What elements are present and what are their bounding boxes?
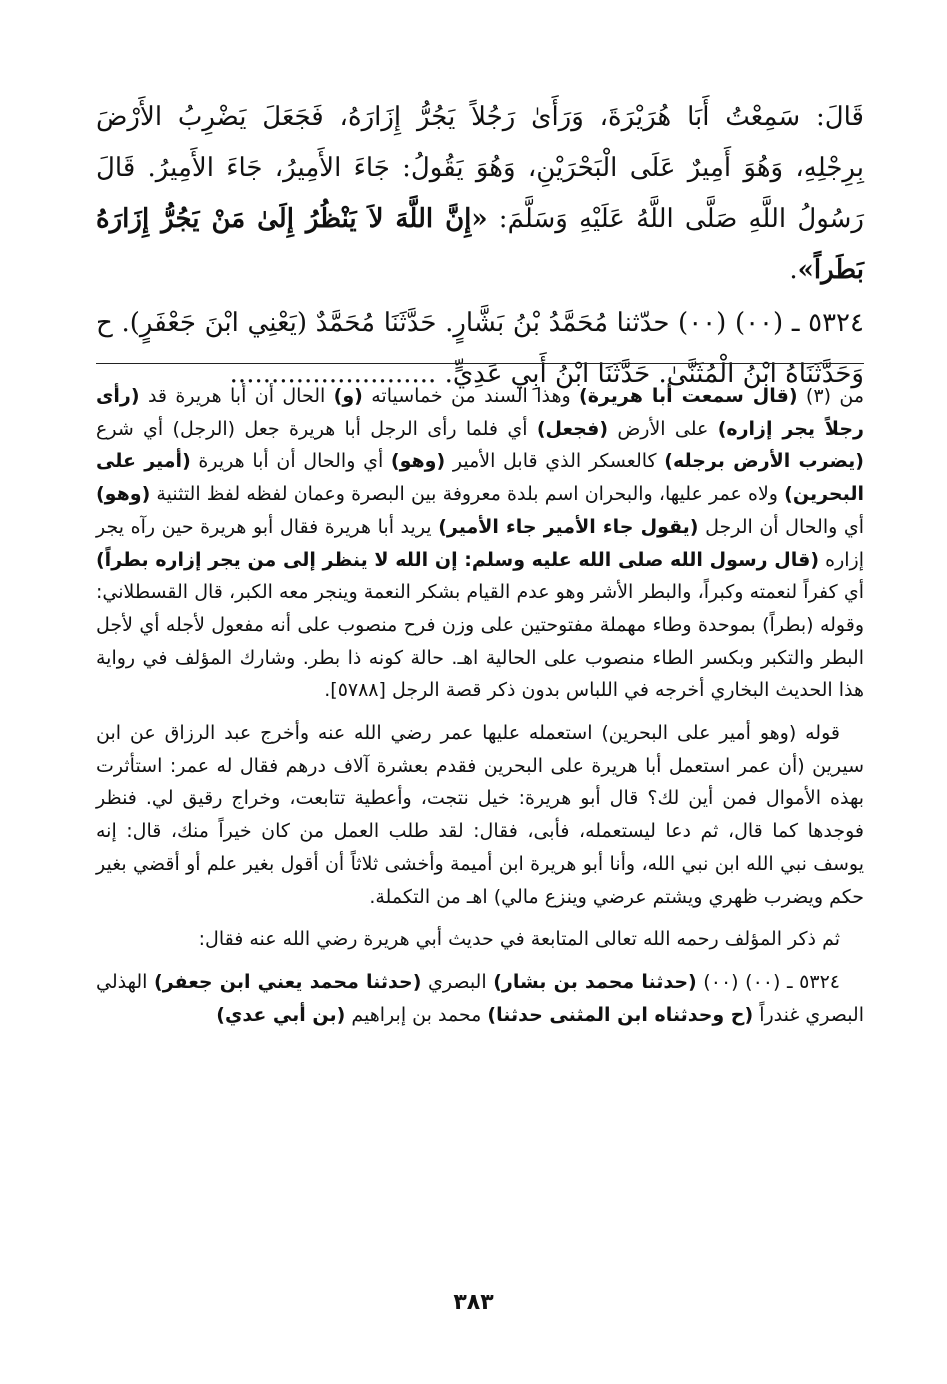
commentary-text: الحال أن أبا هريرة قد bbox=[139, 385, 334, 407]
quoted-matn: (يضرب الأرض برجله) bbox=[664, 450, 864, 473]
commentary-paragraph-1 bbox=[96, 380, 864, 707]
commentary-text: أي والحال أن أبا هريرة bbox=[190, 450, 391, 473]
quoted-matn: (حدثنا محمد يعني ابن جعفر) bbox=[154, 970, 422, 993]
hadith-paragraph-1 bbox=[96, 92, 864, 296]
quoted-matn: (و) bbox=[333, 385, 363, 407]
commentary-text: ٥٣٢٤ ـ (٠٠) (٠٠) bbox=[696, 970, 840, 993]
quoted-matn: (بن أبي عدي) bbox=[216, 1003, 346, 1026]
quoted-matn: (قال رسول الله صلى الله عليه وسلم: إن الله لا ينظر إلى من يجر إزاره بطراً) bbox=[96, 548, 820, 571]
commentary-text: أي فلما رأى الرجل أبا هريرة جعل (الرجل) أي شرع bbox=[96, 417, 537, 440]
commentary-text: البصري bbox=[421, 970, 494, 993]
isnad-text: ٥٣٢٤ ـ (٠٠) (٠٠) حدّثنا مُحَمَّدُ بْنُ بَشَّارٍ. حَدَّثَنَا مُحَمَّدٌ (يَعْنِي ابْنَ جَعْفَرٍ). ح وَحَدَّثَنَاهُ ابْنُ الْمُثَنَّىٰ. حَدَّثَنَا ابْنُ أَبِي عَدِيٍّ. bbox=[96, 308, 864, 389]
quoted-matn: (ح وحدثناه ابن المثنى حدثنا) bbox=[487, 1003, 754, 1026]
hadith-text: قَالَ: سَمِعْتُ أَبَا هُرَيْرَةَ، وَرَأَىٰ رَجُلاً يَجُرُّ إِزَارَهُ، فَجَعَلَ يَضْرِبُ الأَرْضَ بِرِجْلِهِ، وَهُوَ أَمِيرٌ عَلَى الْبَحْرَيْنِ، وَهُوَ يَقُولُ: جَاءَ الأَمِيرُ، جَاءَ الأَمِيرُ. قَالَ رَسُولُ اللَّهِ صَلَّى اللَّهُ عَلَيْهِ وَسَلَّمَ: bbox=[96, 102, 864, 234]
quoted-matn: (حدثنا محمد بن بشار) bbox=[493, 970, 697, 993]
prophetic-saying: «إِنَّ اللَّهَ لاَ يَنْظُرُ إِلَىٰ مَنْ يَجُرُّ إِزَارَهُ بَطَراً» bbox=[96, 204, 864, 285]
quoted-matn: (وهو) bbox=[96, 483, 151, 506]
commentary-block bbox=[96, 380, 864, 1031]
commentary-text: كالعسكر الذي قابل الأمير bbox=[445, 450, 665, 473]
commentary-text: وهذا السند من خماسياته bbox=[362, 385, 580, 407]
commentary-text: من (٣) bbox=[797, 385, 864, 407]
quoted-matn: (فجعل) bbox=[536, 417, 608, 440]
commentary-text: ولاه عمر عليها، والبحران اسم بلدة معروفة بين البصرة وعمان لفظه لفظ التثنية bbox=[150, 483, 785, 506]
continuation-dots: ......................... bbox=[229, 359, 437, 389]
commentary-paragraph-3: ثم ذكر المؤلف رحمه الله تعالى المتابعة في حديث أبي هريرة رضي الله عنه فقال: bbox=[198, 928, 840, 951]
commentary-paragraph-2: قوله (وهو أمير على البحرين) استعمله عليها عمر رضي الله عنه وأخرج عبد الرزاق عن ابن سيرين (أن عمر استعمل أبا هريرة على البحرين فقدم بعشرة آلاف درهم فقال له عمر: استأثرت بهذه الأموال فمن أين لك؟ قال أبو هريرة: خيل نتجت، وأعطية تتابعت، وخراج رقيق لي. فنظر فوجدها كما قال، ثم دعا ليستعمله، فأبى، فقال: لقد طلب العمل من كان خيراً منك، قال: إنه يوسف نبي الله ابن نبي الله، وأنا أبو هريرة ابن أميمة وأخشى ثلاثاً أن أقول بغير علم أو أقضي بغير حكم ويضرب ظهري ويشتم عرضي وينزع مالي) اهـ من التكملة. bbox=[96, 722, 864, 908]
commentary-text: محمد بن إبراهيم bbox=[345, 1003, 488, 1026]
commentary-text: على الأرض bbox=[608, 417, 718, 440]
commentary-text: يريد أبا هريرة فقال أبو هريرة حين رآه يجر إزاره bbox=[96, 515, 864, 571]
footnote-divider bbox=[96, 363, 864, 364]
quoted-matn: (قال سمعت أبا هريرة) bbox=[579, 385, 798, 407]
quoted-matn: (وهو) bbox=[390, 450, 446, 473]
quoted-matn: (أمير على البحرين) bbox=[96, 450, 864, 506]
commentary-text: أي والحال أن الرجل bbox=[698, 515, 865, 538]
hadith-text: . bbox=[789, 255, 798, 285]
commentary-paragraph-4 bbox=[96, 966, 864, 1031]
quoted-matn: (رأى رجلاً يجر إزاره) bbox=[96, 385, 864, 440]
page-number: ٣٨٣ bbox=[453, 1290, 494, 1315]
hadith-text-block bbox=[96, 92, 864, 400]
quoted-matn: (يقول جاء الأمير جاء الأمير) bbox=[438, 515, 699, 538]
commentary-text: أي كفراً لنعمته وكبراً، والبطر الأشر وهو عدم القيام بشكر النعمة وينجر معه الكبر، قال القسطلاني: وقوله (بطراً) بموحدة وطاء مهملة مفتوحتين على وزن فرح منصوب على أنه مفعول لأجله أي لأجل البطر والتكبر وبكسر الطاء منصوب على الحالية اهـ. حالة كونه ذا بطر. وشارك المؤلف في رواية هذا الحديث البخاري أخرجه في اللباس بدون ذكر قصة الرجل [٥٧٨٨]. bbox=[96, 581, 864, 702]
commentary-text: الهذلي البصري غندراً bbox=[96, 970, 864, 1026]
